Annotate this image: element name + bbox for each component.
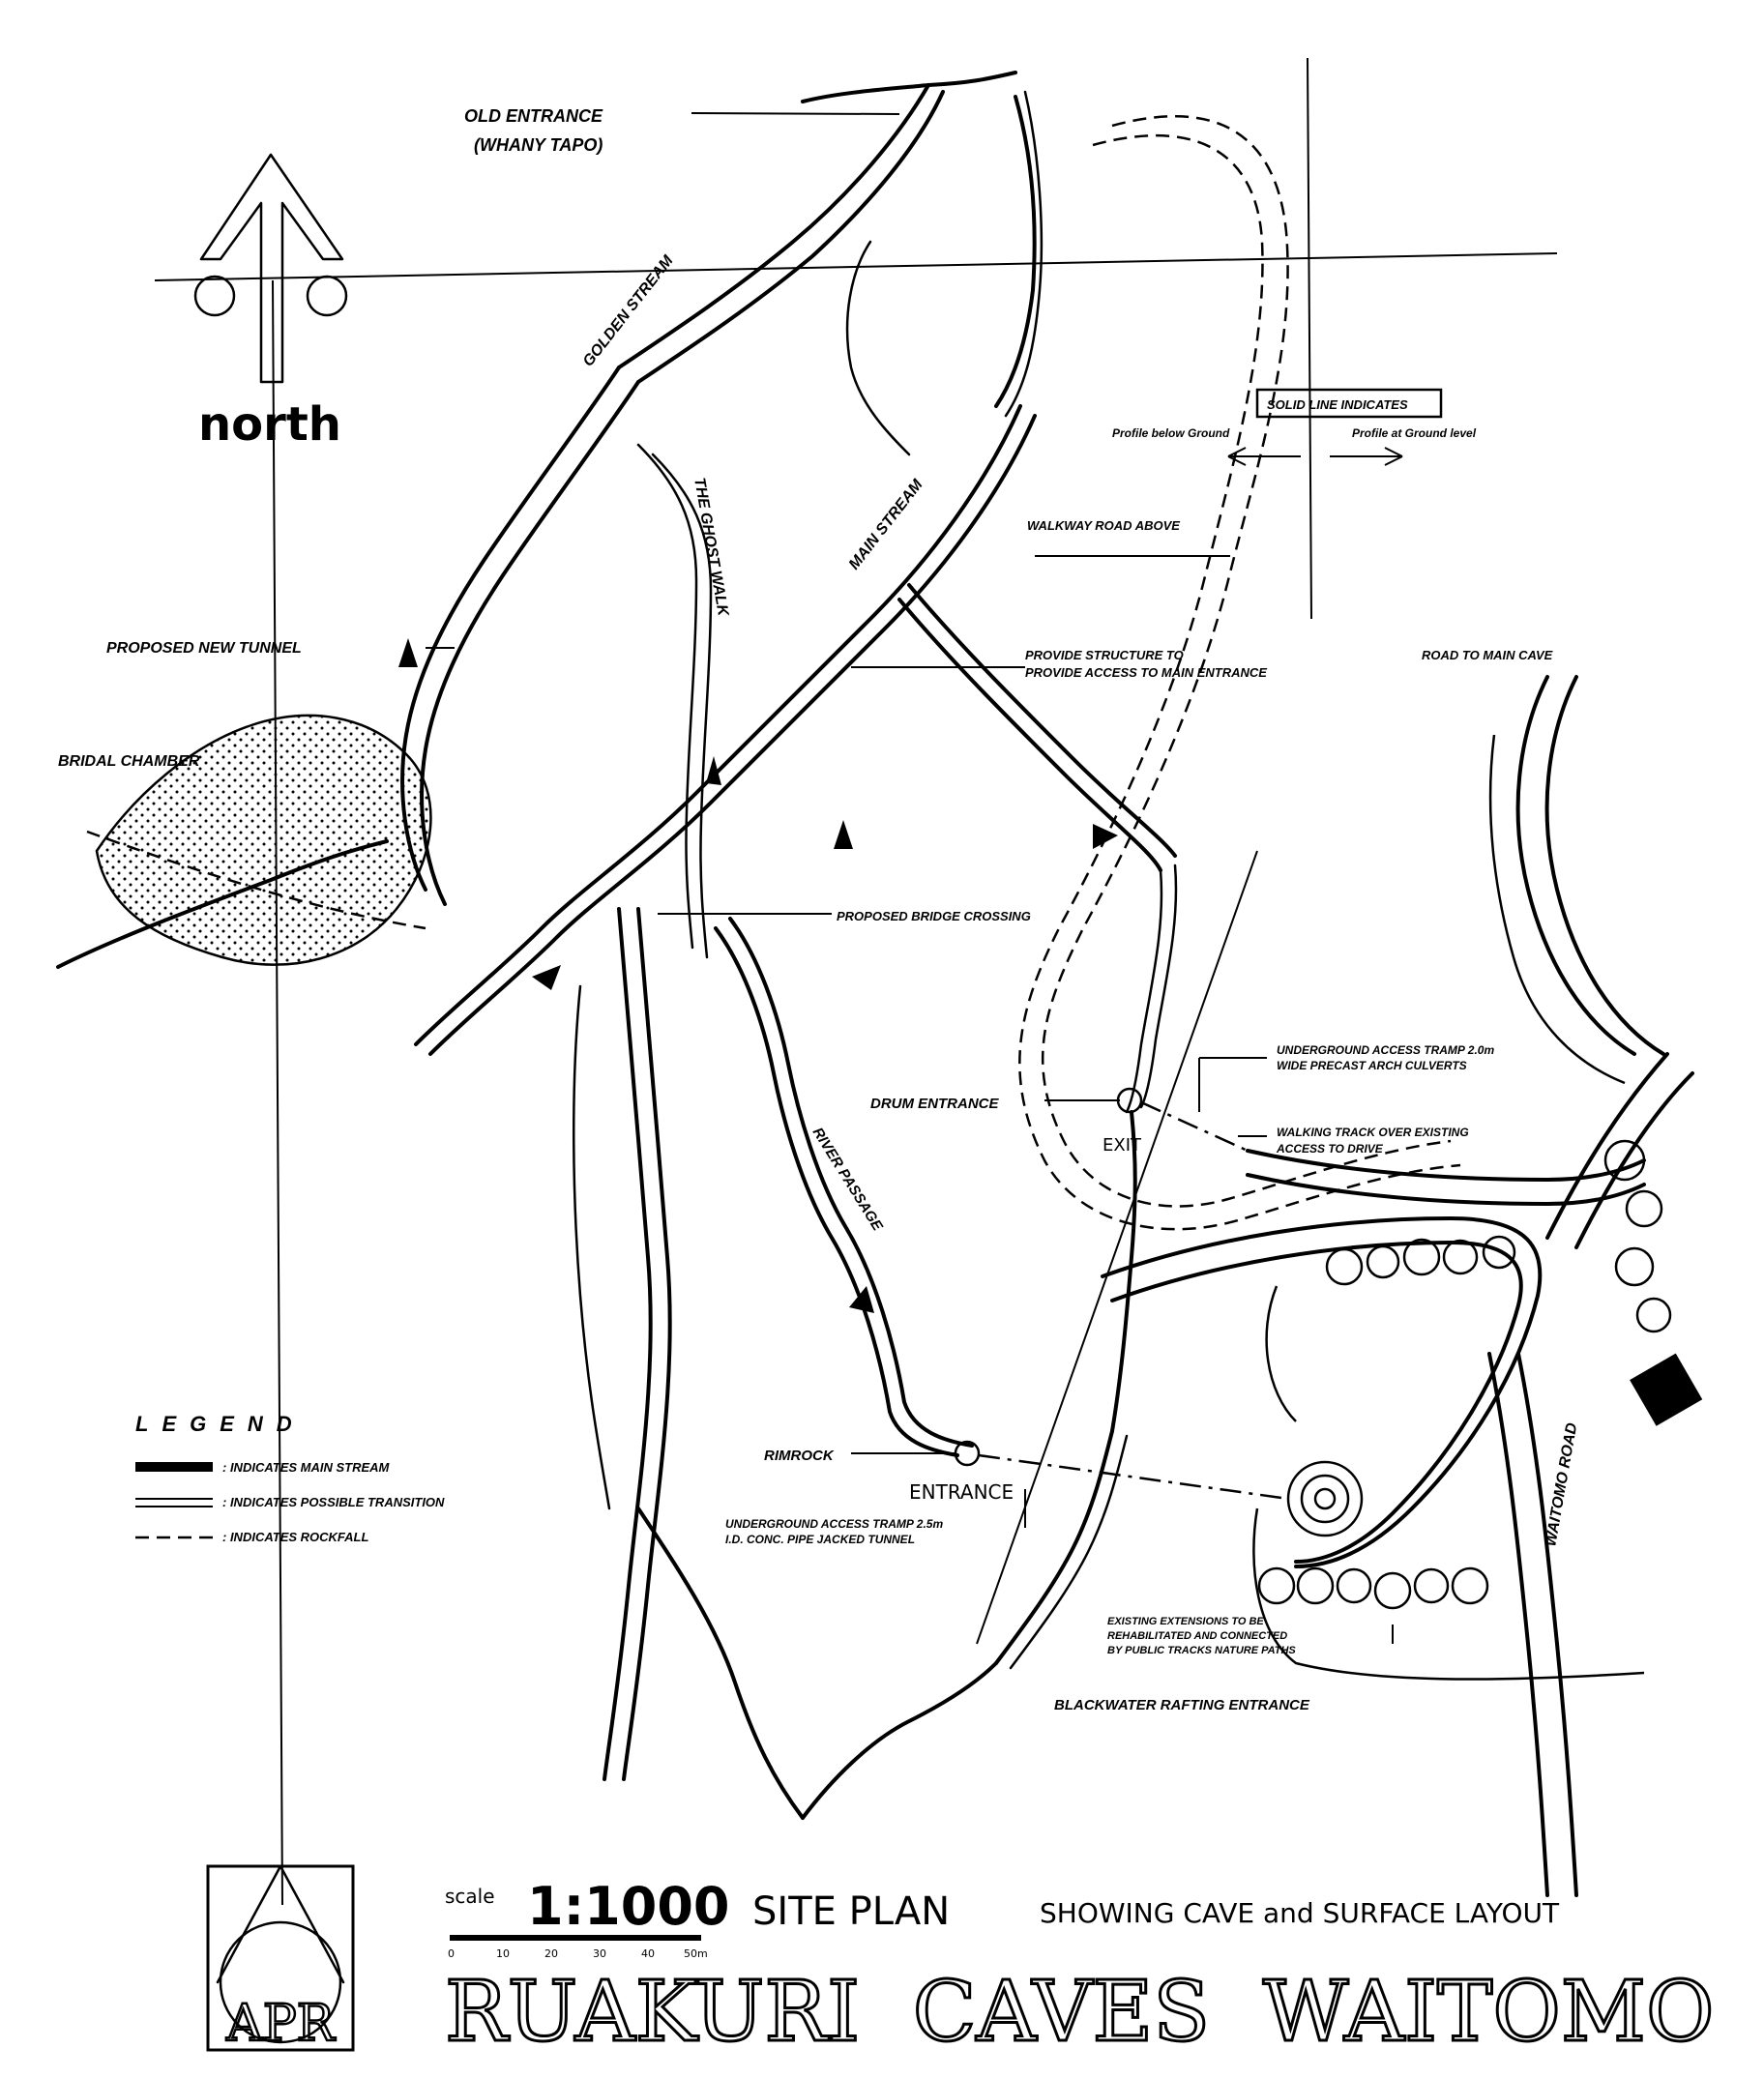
logo-text: APR [226,1995,335,2053]
pedestrian-note-label-1: WALKING TRACK OVER EXISTING [1277,1126,1469,1139]
rimrock-label: RIMROCK [764,1448,834,1464]
golden-stream-label: GOLDEN STREAM [579,252,677,370]
legend-item-main-stream: : INDICATES MAIN STREAM [222,1460,390,1475]
grid-lines [155,58,1557,1905]
line-key-box [1112,390,1477,465]
site-plan-label: SITE PLAN [752,1889,951,1934]
apr-logo [208,1866,353,2053]
proposed-structure-label: PROVIDE STRUCTURE TO [1025,648,1184,662]
old-entrance-sub-label: (WHANY TAPO) [474,135,603,155]
waitomo-road-label: WAITOMO ROAD [1543,1421,1581,1548]
river-passage-label: RIVER PASSAGE [808,1125,886,1234]
subtitle-label: SHOWING CAVE and SURFACE LAYOUT [1040,1897,1560,1929]
existing-note-label-2: REHABILITATED AND CONNECTED [1107,1630,1288,1642]
existing-note-label-1: EXISTING EXTENSIONS TO BE [1107,1616,1264,1627]
scale-tick-5: 50m [684,1947,708,1960]
proposed-new-tunnel-label: PROPOSED NEW TUNNEL [106,640,302,657]
scale-tick-2: 20 [544,1947,558,1960]
pedestrian-note-label-2: ACCESS TO DRIVE [1277,1142,1383,1156]
ghost-walk-label: THE GHOST WALK [691,476,731,618]
old-entrance-label: OLD ENTRANCE [464,106,603,126]
drum-entrance-label: DRUM ENTRANCE [870,1096,999,1112]
north-label: north [198,397,341,452]
key-box-title: SOLID LINE INDICATES [1267,397,1408,412]
key-box-left: Profile below Ground [1112,426,1230,440]
exit-note-label-2: WIDE PRECAST ARCH CULVERTS [1277,1059,1467,1072]
scale-tick-3: 30 [593,1947,606,1960]
scale-tick-1: 10 [496,1947,510,1960]
exit-label: EXIT [1102,1135,1142,1156]
top-streams [619,73,1042,454]
scale-tick-0: 0 [448,1947,455,1960]
key-box-right: Profile at Ground level [1352,426,1477,440]
road-to-main-label: ROAD TO MAIN CAVE [1422,648,1553,662]
legend-item-rockfall: : INDICATES ROCKFALL [222,1530,369,1544]
scale-value: 1:1000 [527,1876,730,1937]
scale-tick-4: 40 [641,1947,655,1960]
exit-note-label-1: UNDERGROUND ACCESS TRAMP 2.0m [1277,1043,1495,1057]
underground-note-label-1: UNDERGROUND ACCESS TRAMP 2.5m [725,1517,944,1531]
scale-word: scale [445,1885,495,1908]
cave-passages [402,367,1176,1818]
proposed-bridge-label: PROPOSED BRIDGE CROSSING [837,909,1031,923]
proposed-structure-label-2: PROVIDE ACCESS TO MAIN ENTRANCE [1025,665,1267,680]
entrance-label: ENTRANCE [909,1480,1014,1504]
walkway-label: WALKWAY ROAD ABOVE [1027,518,1180,533]
north-arrow-icon [195,155,346,382]
legend-heading: LEGEND [135,1412,306,1436]
blackwater-label: BLACKWATER RAFTING ENTRANCE [1054,1697,1309,1713]
title-block [208,1866,1714,2061]
underground-note-label-2: I.D. CONC. PIPE JACKED TUNNEL [725,1533,916,1546]
main-stream-label: MAIN STREAM [845,477,926,573]
legend-item-transition: : INDICATES POSSIBLE TRANSITION [222,1495,445,1509]
existing-note-label-3: BY PUBLIC TRACKS NATURE PATHS [1107,1645,1296,1656]
legend [135,1412,445,1544]
main-title: RUAKURI CAVES WAITOMO [445,1964,1715,2061]
flow-arrows [398,638,1118,1313]
drum-entrance-marker [1118,1089,1141,1112]
bridal-chamber-label: BRIDAL CHAMBER [58,753,200,770]
